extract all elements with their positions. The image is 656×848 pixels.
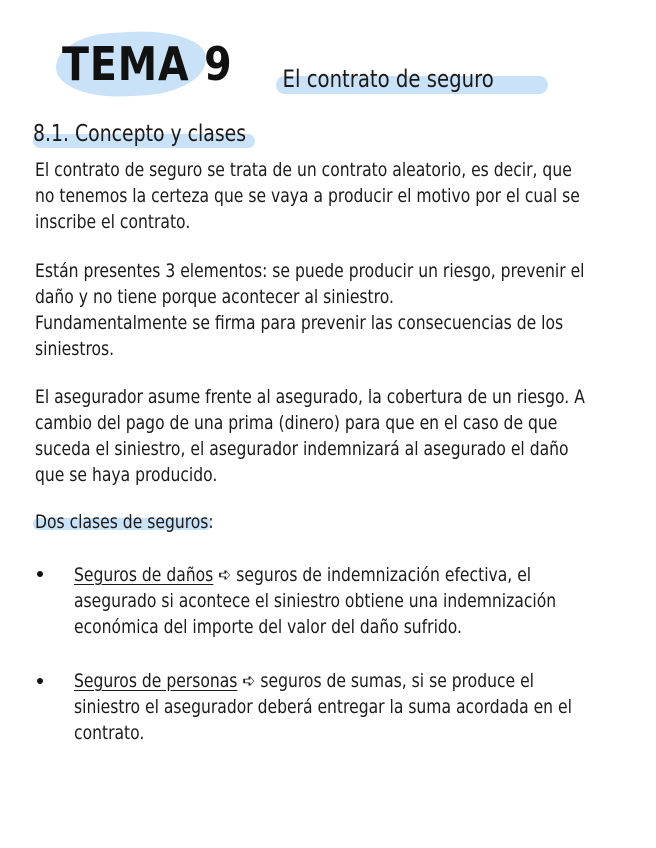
bullet-first-line	[74, 668, 615, 694]
bullet-line: contrato.	[74, 722, 145, 744]
paragraph-line: inscribe el contrato.	[35, 211, 191, 233]
arrow-icon: ➪	[242, 670, 256, 692]
subtitle-text: El contrato de seguro	[282, 65, 494, 93]
bullet-dot	[37, 678, 43, 684]
bullet-first-line	[74, 562, 615, 588]
paragraph-line: El contrato de seguro se trata de un contrato aleatorio, es decir, que	[35, 159, 572, 181]
paragraph-line: siniestros.	[35, 338, 115, 360]
paragraph-line: Fundamentalmente se firma para prevenir las consecuencias de los	[35, 312, 564, 334]
paragraph-line: cambio del pago de una prima (dinero) para que en el caso de que	[35, 412, 558, 434]
paragraph-2	[35, 258, 609, 362]
subtitle	[276, 62, 542, 96]
bullet-dot	[37, 571, 43, 577]
paragraph-line: no tenemos la certeza que se vaya a producir el motivo por el cual se	[35, 185, 580, 207]
bullet-term: Seguros de personas	[74, 670, 238, 692]
section-heading	[33, 118, 293, 150]
paragraph-line: Están presentes 3 elementos: se puede producir un riesgo, prevenir el	[35, 260, 585, 282]
arrow-icon: ➪	[218, 564, 232, 586]
paragraph-line: suceda el siniestro, el asegurador indemnizará al asegurado el daño	[35, 438, 569, 460]
bullet-item-danos	[74, 562, 615, 640]
tema-title-text: TEMA 9	[62, 37, 233, 91]
bullet-first-rest: seguros de indemnización efectiva, el	[231, 564, 532, 586]
paragraph-4	[35, 509, 609, 535]
paragraph-line: El asegurador asume frente al asegurado, la cobertura de un riesgo. A	[35, 386, 585, 408]
bullet-term: Seguros de daños	[74, 564, 214, 586]
paragraph-line: que se haya producido.	[35, 464, 218, 486]
paragraph-line: Dos clases de seguros:	[35, 511, 214, 533]
bullet-first-rest: seguros de sumas, si se produce el	[255, 670, 534, 692]
paragraph-3	[35, 384, 609, 488]
bullet-line: siniestro el asegurador deberá entregar la suma acordada en el	[74, 696, 572, 718]
tema-title	[50, 28, 233, 100]
bullet-item-personas	[74, 668, 615, 746]
bullet-line: económica del importe del valor del daño sufrido.	[74, 616, 463, 638]
paragraph-1	[35, 157, 609, 235]
section-heading-text: 8.1. Concepto y clases	[33, 121, 247, 147]
bullet-line: asegurado si acontece el siniestro obtiene una indemnización	[74, 590, 557, 612]
paragraph-line: daño y no tiene porque acontecer al siniestro.	[35, 286, 394, 308]
